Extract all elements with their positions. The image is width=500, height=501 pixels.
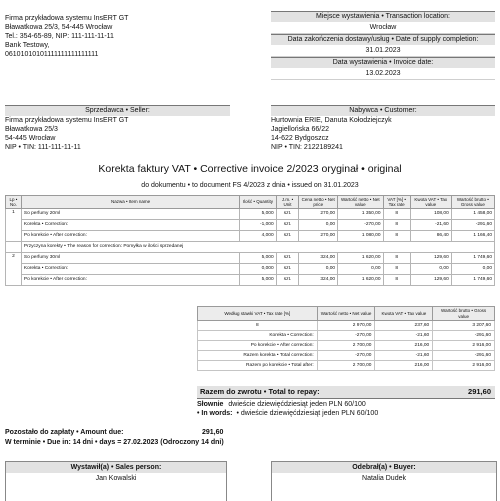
cell: -270,00 — [317, 351, 375, 361]
cell: szt. — [276, 209, 299, 220]
cell: 270,00 — [299, 231, 338, 242]
cell: 0,00 — [299, 264, 338, 275]
issue-info — [271, 11, 495, 80]
issue-date-value: 13.02.2023 — [271, 68, 495, 80]
cell: -291,60 — [433, 331, 495, 341]
place-value: Wrocław — [271, 22, 495, 34]
payment-term: W terminie • Due in: 14 dni • days = 27.02.2023 (Odroczony 14 dni) — [5, 439, 224, 446]
amount-due-label: Pozostało do zapłaty • Amount due: — [5, 429, 124, 436]
cell: 0,00 — [299, 220, 338, 231]
row-label: Po korekcie • After correction: — [21, 231, 239, 242]
table-row — [198, 331, 495, 341]
buyer-line: 14-622 Bydgoszcz — [271, 135, 329, 142]
amount-in-words — [197, 401, 495, 418]
cell: 216,00 — [375, 341, 433, 351]
table-row — [6, 275, 495, 286]
item-name: So perfumy 20ml — [21, 209, 239, 220]
cell: 216,00 — [375, 361, 433, 371]
row-label: Po korekcie • After correction: — [21, 275, 239, 286]
table-row — [6, 253, 495, 264]
cell: 237,60 — [375, 321, 433, 331]
cell: 8 — [383, 231, 410, 242]
amount-due-value: 291,60 — [202, 429, 224, 436]
row-label: Korekta • Correction: — [21, 264, 239, 275]
col-header-tax-rate: VAT [%] • Tax rate — [383, 196, 410, 209]
cell: -21,60 — [410, 220, 451, 231]
cell: 129,60 — [410, 275, 451, 286]
place-label: Miejsce wystawienia • Transaction location: — [271, 11, 495, 22]
cell: -291,60 — [451, 220, 494, 231]
issuer-name: Jan Kowalski — [95, 475, 137, 482]
seller-label: Sprzedawca • Seller: — [5, 105, 230, 116]
cell: 0,00 — [451, 264, 494, 275]
table-row — [6, 231, 495, 242]
receiver-label: Odebrał(a) • Buyer: — [272, 462, 496, 473]
buyer-line: Hurtownia ERIE, Danuta Kołodziejczyk — [271, 117, 392, 124]
cell: 5,000 — [240, 209, 276, 220]
cell: 0,00 — [338, 264, 383, 275]
cell: 1 620,00 — [338, 275, 383, 286]
words-label-pl: Słownie — [197, 401, 224, 408]
col-header-net-price: Cena netto • Net price — [299, 196, 338, 209]
cell: 8 — [383, 220, 410, 231]
cell: szt. — [276, 253, 299, 264]
cell — [6, 242, 22, 253]
summary-header-row — [198, 307, 495, 321]
col-header-unit: J.m. • Unit — [276, 196, 299, 209]
cell: -270,00 — [338, 220, 383, 231]
cell: 324,00 — [299, 275, 338, 286]
col-header-net-value: Wartość netto • Net value — [338, 196, 383, 209]
col-header-gross: Wartość brutto • Gross value — [451, 196, 494, 209]
table-row — [6, 209, 495, 220]
table-row — [6, 242, 495, 253]
seller-line: Bławatkowa 25/3 — [5, 126, 58, 133]
col-header-qty: Ilość • Quantity — [240, 196, 276, 209]
cell: 0,00 — [410, 264, 451, 275]
issuer-signature-box — [5, 461, 227, 501]
words-pl: dwieście dziewięćdziesiąt jeden PLN 60/100 — [228, 401, 366, 408]
cell: 1 166,40 — [451, 231, 494, 242]
cell: 108,00 — [410, 209, 451, 220]
buyer-section — [271, 105, 495, 152]
cell: 1 620,00 — [338, 253, 383, 264]
cell: 86,40 — [410, 231, 451, 242]
cell: 1 080,00 — [338, 231, 383, 242]
cell: Razem po korekcie • Total after: — [198, 361, 318, 371]
document-title: Korekta faktury VAT • Corrective invoice 2/2023 oryginał • original — [98, 163, 402, 175]
summary-header-vat: Kwota VAT • Tax value — [375, 307, 433, 321]
col-header-no: Lp • No. — [6, 196, 22, 209]
summary-header-gross: Wartość brutto • Gross value — [433, 307, 495, 321]
seller-line: Firma przykładowa systemu InsERT GT — [5, 117, 129, 124]
col-header-name: Nazwa • Item name — [21, 196, 239, 209]
cell: 2 970,00 — [317, 321, 375, 331]
row-label: Korekta • Correction: — [21, 220, 239, 231]
receiver-name: Natalia Dudek — [362, 475, 406, 482]
vat-summary-table — [197, 306, 495, 371]
cell: -21,60 — [375, 331, 433, 341]
cell: Korekta • Correction: — [198, 331, 318, 341]
cell: 0,000 — [240, 264, 276, 275]
cell: -291,60 — [433, 351, 495, 361]
table-row — [198, 361, 495, 371]
items-header-row — [6, 196, 495, 209]
table-row — [198, 351, 495, 361]
total-box — [197, 386, 495, 399]
col-header-tax-value: Kwota VAT • Tax value — [410, 196, 451, 209]
cell: szt. — [276, 220, 299, 231]
cell: Po korekcie • After correction: — [198, 341, 318, 351]
buyer-label: Nabywca • Customer: — [271, 105, 495, 116]
cell: 1 749,60 — [451, 275, 494, 286]
table-row — [6, 220, 495, 231]
cell: -21,60 — [375, 351, 433, 361]
seller-line: NIP • TIN: 111-111-11-11 — [5, 144, 81, 151]
cell: 324,00 — [299, 253, 338, 264]
table-row — [198, 321, 495, 331]
document-subtitle: do dokumentu • to document FS 4/2023 z dnia • issued on 31.01.2023 — [141, 182, 359, 189]
cell: 5,000 — [240, 253, 276, 264]
table-row — [6, 264, 495, 275]
issuer-label: Wystawił(a) • Sales person: — [6, 462, 226, 473]
item-no: 2 — [6, 253, 22, 286]
cell: 8 — [383, 275, 410, 286]
seller-header-line: Firma przykładowa systemu InsERT GT — [5, 15, 129, 22]
buyer-line: Jagiellońska 66/22 — [271, 126, 329, 133]
cell: szt. — [276, 264, 299, 275]
cell: 8 — [198, 321, 318, 331]
cell: szt. — [276, 231, 299, 242]
total-label: Razem do zwrotu • Total to repay: — [200, 387, 320, 396]
cell: 4,000 — [240, 231, 276, 242]
cell: 129,60 — [410, 253, 451, 264]
cell: 2 700,00 — [317, 341, 375, 351]
supply-date-value: 31.01.2023 — [271, 45, 495, 57]
supply-date-label: Data zakończenia dostawy/usług • Date of supply completion: — [271, 34, 495, 45]
cell: 8 — [383, 209, 410, 220]
cell: Razem korekta • Total correction: — [198, 351, 318, 361]
seller-line: 54-445 Wrocław — [5, 135, 56, 142]
cell: 8 — [383, 264, 410, 275]
summary-header-net: Wartość netto • Net value — [317, 307, 375, 321]
seller-header — [5, 14, 255, 59]
words-en: • dwieście dziewięćdziesiąt jeden PLN 60/100 — [236, 409, 379, 417]
cell: szt. — [276, 275, 299, 286]
cell: 1 458,00 — [451, 209, 494, 220]
cell: 3 207,60 — [433, 321, 495, 331]
receiver-signature-box — [271, 461, 497, 501]
item-no: 1 — [6, 209, 22, 242]
cell: 1 350,00 — [338, 209, 383, 220]
table-row — [198, 341, 495, 351]
cell: 2 916,00 — [433, 361, 495, 371]
item-name: So perfumy 30ml — [21, 253, 239, 264]
cell: 270,00 — [299, 209, 338, 220]
seller-header-line: Bławatkowa 25/3, 54-445 Wrocław — [5, 24, 113, 31]
cell: 2 700,00 — [317, 361, 375, 371]
cell: 8 — [383, 253, 410, 264]
items-table — [5, 195, 495, 286]
total-value: 291,60 — [468, 387, 491, 396]
cell: 5,000 — [240, 275, 276, 286]
summary-header-rate: Według stawki VAT • Tax rate [%] — [198, 307, 318, 321]
cell: -1,000 — [240, 220, 276, 231]
cell: -270,00 — [317, 331, 375, 341]
correction-reason: Przyczyna korekty • The reason for correction: Pomyłka w ilości sprzedanej — [21, 242, 494, 253]
seller-header-line: Tel.: 354-65-89, NIP: 111-111-11-11 — [5, 33, 114, 40]
seller-header-line: 06101010101111111111111111 — [5, 51, 99, 58]
cell: 2 916,00 — [433, 341, 495, 351]
cell: 1 749,60 — [451, 253, 494, 264]
buyer-line: NIP • TIN: 2122189241 — [271, 144, 343, 151]
seller-section — [5, 105, 230, 152]
words-label-en: • In words: — [197, 409, 233, 417]
seller-header-line: Bank Testowy, — [5, 42, 50, 49]
issue-date-label: Data wystawienia • Invoice date: — [271, 57, 495, 68]
